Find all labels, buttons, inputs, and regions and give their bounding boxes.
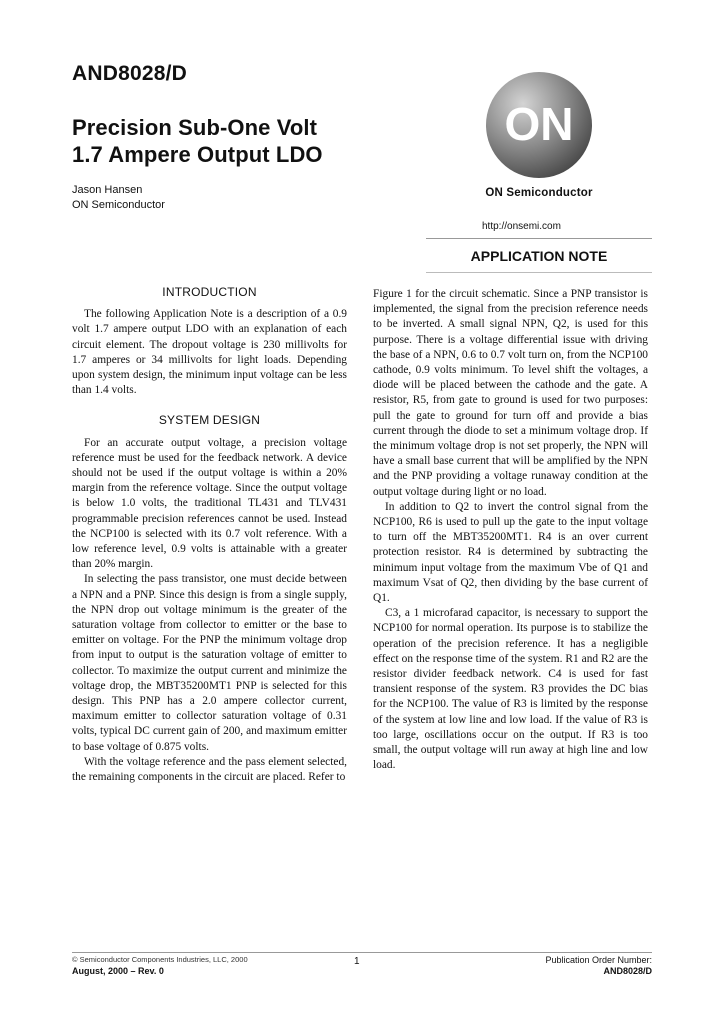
publication-order-number: AND8028/D [603,966,652,976]
publication-order-label: Publication Order Number: [545,955,652,965]
left-column [72,285,347,785]
page-number: 1 [354,956,360,967]
section-heading-introduction: INTRODUCTION [162,285,257,299]
author-block [72,183,165,213]
system-paragraph-3: With the voltage reference and the pass element selected, the remaining components in the circuit are placed. Refer to [72,755,347,784]
body-paragraph-q2: In addition to Q2 to invert the control signal from the NCP100, R6 is used to pull up the gate to the input voltage to turn off the MBT35200MT1. R4 is an over current protection resistor. R4 is determined by subtracting the minimum input voltage from the maximum Vbe of Q1 and maximum Vsat of Q2, then dividing by the base current of Q1. [373,500,648,605]
footer-divider [72,952,652,953]
copyright-notice: © Semiconductor Components Industries, LLC, 2000 [72,955,248,964]
page-title [72,114,323,168]
on-semiconductor-logo [484,70,594,180]
right-column [373,287,648,774]
intro-paragraph: The following Application Note is a description of a 0.9 volt 1.7 ampere output LDO with an explanation of each circuit element. The dropout voltage is 230 millivolts for 1.7 amperes or 34 millivolts for light loads. Depending upon system design, the minimum input voltage can be less than 1.4 volts. [72,308,347,397]
author-name: Jason Hansen [72,184,143,196]
company-name: ON Semiconductor [485,187,593,199]
title-line-2: 1.7 Ampere Output LDO [72,142,323,167]
revision-date: August, 2000 – Rev. 0 [72,966,164,976]
body-paragraph-continued: Figure 1 for the circuit schematic. Since a PNP transistor is implemented, the signal from the precision reference needs to be inverted. A small signal NPN, Q2, is used for this purpose. There is a voltage differential issue with driving the base of a NPN, 0.6 to 0.7 volt turn on, from the NCP100 cathode, 0.9 volts minimum. To level shift the voltages, a diode will be placed between the cathode and the gate. A resistor, R5, from gate to ground is used for two purposes: pull the gate to ground for turn off and provide a bias current through the diode to set a minimum voltage drop. If the minimum voltage drop is not set properly, the NPN will have a small base current that will be amplified by the NPN and the PNP providing a voltage runaway condition at the output voltage during light or no load. [373,288,648,498]
system-paragraph-1: For an accurate output voltage, a precision voltage reference must be used for the feedback network. A device should not be used if the output voltage is within a 20% margin from the reference voltage. Since the output voltage is below 1.0 volts, the traditional TL431 and TLV431 programmable precision references cannot be used. Instead the NCP100 is selected with its 0.7 volt reference. With a low reference level, 0.9 volts is attainable with a greater than 20% margin. [72,436,347,571]
logo-text: ON [504,98,574,150]
section-heading-system-design: SYSTEM DESIGN [158,413,261,428]
divider [426,238,652,239]
document-type: APPLICATION NOTE [470,248,608,264]
title-line-1: Precision Sub-One Volt [72,115,318,140]
author-organization: ON Semiconductor [72,199,165,211]
system-paragraph-2: In selecting the pass transistor, one must decide between a NPN and a PNP. Since this design is from a single supply, the NPN drop out voltage minimum is the greater of the saturation voltage from collector to emitter or the base to emitter on voltage. For the PNP the minimum voltage drop from input to output is the saturation voltage of emitter to collector. To maximize the output current and minimize the voltage drop, the MBT35200MT1 PNP is selected for this design. This PNP has a 2.0 ampere collector current, maximum emitter to collector saturation voltage of 0.31 volts, typical DC current gain of 200, and maximum emitter to base voltage of 0.875 volts. [72,573,347,753]
body-paragraph-c3: C3, a 1 microfarad capacitor, is necessary to support the NCP100 for normal operation. Its purpose is to stabilize the operation of the precision reference. It has a negligible effect on the response time of the system. R1 and R2 are the resistor divider feedback network. C4 is used for fast transient response of the system. R3 provides the DC bias for the NCP100. The value of R3 is limited by the response of the system at low line and low load. If the value of R3 is too large, oscillations occur on the output. If R3 is too small, the output voltage will run away at high line and low load. [373,607,648,772]
company-url-link[interactable]: http://onsemi.com [482,221,561,232]
divider [426,272,652,273]
document-id: AND8028/D [72,62,188,85]
